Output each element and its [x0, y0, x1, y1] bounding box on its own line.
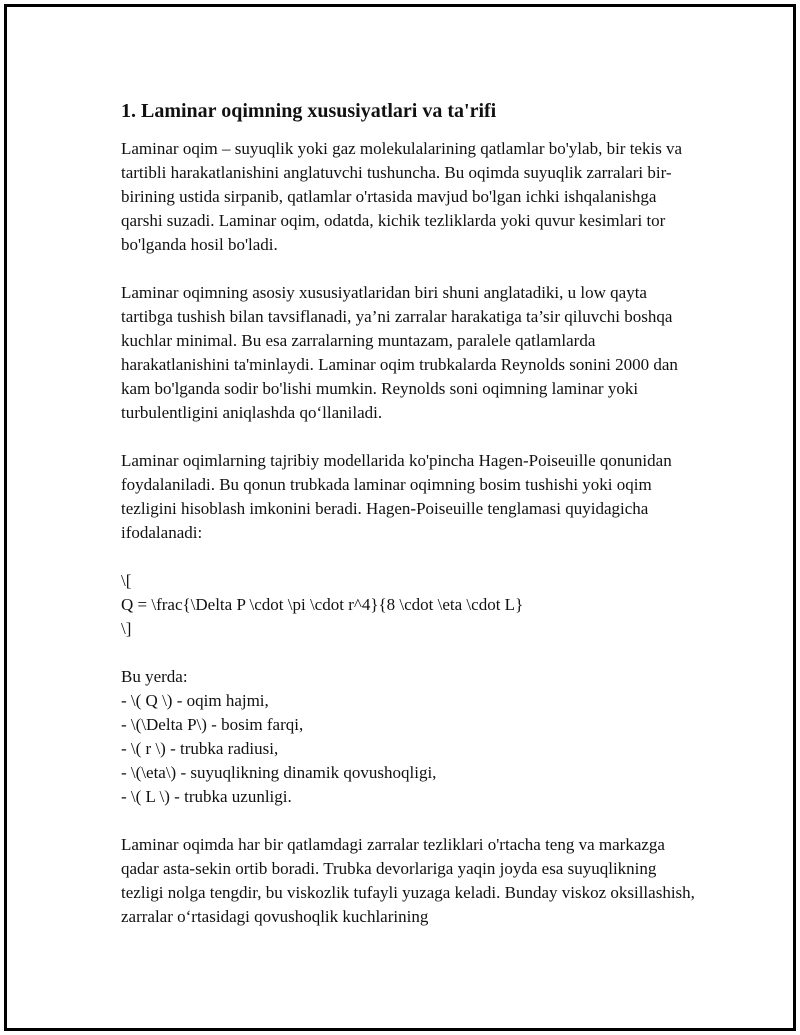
definition-item: - \( Q \) - oqim hajmi, — [121, 691, 269, 710]
formula-block — [121, 569, 701, 641]
formula-body: Q = \frac{\Delta P \cdot \pi \cdot r^4}{8 \cdot \eta \cdot L} — [121, 595, 524, 614]
formula-close: \] — [121, 619, 132, 638]
section-heading: 1. Laminar oqimning xususiyatlari va ta'rifi — [121, 100, 497, 122]
definition-item: - \( L \) - trubka uzunligi. — [121, 787, 292, 806]
page-frame — [4, 4, 796, 1031]
paragraph-3: Laminar oqimlarning tajribiy modellarida ko'pincha Hagen-Poiseuille qonunidan foydalaniladi. Bu qonun trubkada laminar oqimning bosim tushishi yoki oqim tezligini hisoblash imkonini beradi. Hagen-Poiseuille tenglamasi quyidagicha ifodalanadi: — [121, 451, 672, 542]
definitions-list — [121, 689, 701, 809]
definition-item: - \(\Delta P\) - bosim farqi, — [121, 715, 304, 734]
paragraph-1: Laminar oqim – suyuqlik yoki gaz molekulalarining qatlamlar bo'ylab, bir tekis va tartibli harakatlanishini anglatuvchi tushuncha. Bu oqimda suyuqlik zarralari bir-birining ustida sirpanib, qatlamlar o'rtasida mavjud bo'lgan ichki ishqalanishga qarshi suzadi. Laminar oqim, odatda, kichik tezliklarda yoki quvur kesimlari tor bo'lganda hosil bo'ladi. — [121, 139, 683, 254]
formula-open: \[ — [121, 571, 132, 590]
definition-item: - \(\eta\) - suyuqlikning dinamik qovushoqligi, — [121, 763, 437, 782]
paragraph-2: Laminar oqimning asosiy xususiyatlaridan biri shuni anglatadiki, u low qayta tartibga tushish bilan tavsiflanadi, ya’ni zarralar harakatiga ta’sir qiluvchi boshqa kuchlar minimal. Bu esa zarralarning muntazam, paralele qatlamlarda harakatlanishini ta'minlaydi. Laminar oqim trubkalarda Reynolds sonini 2000 dan kam bo'lganda sodir bo'lishi mumkin. Reynolds soni oqimning laminar yoki turbulentligini aniqlashda qo‘llaniladi. — [121, 283, 678, 422]
definitions-title: Bu yerda: — [121, 667, 188, 686]
paragraph-4: Laminar oqimda har bir qatlamdagi zarralar tezliklari o'rtacha teng va markazga qadar asta-sekin ortib boradi. Trubka devorlariga yaqin joyda esa suyuqlikning tezligi nolga tengdir, bu viskozlik tufayli yuzaga keladi. Bunday viskoz oksillashish, zarralar o‘rtasidagi qovushoqlik kuchlarining — [121, 835, 695, 926]
document-content — [121, 97, 701, 953]
definition-item: - \( r \) - trubka radiusi, — [121, 739, 279, 758]
